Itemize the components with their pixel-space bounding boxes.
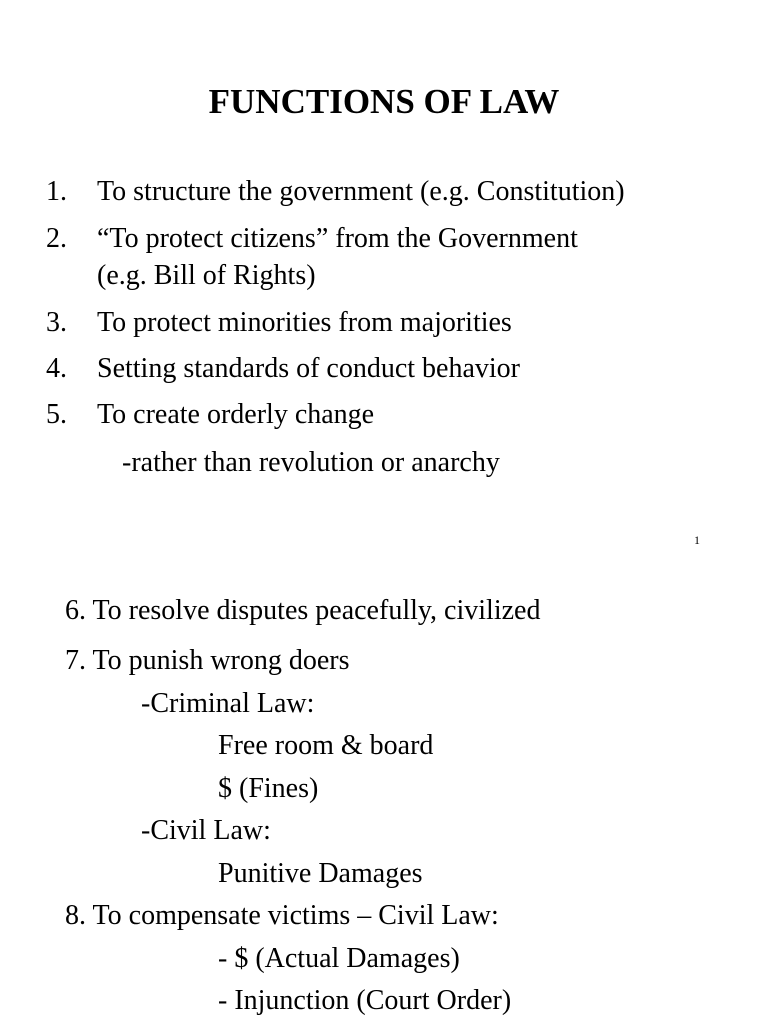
list-item: 7. To punish wrong doers (65, 645, 350, 676)
list-item-text: To create orderly change (97, 399, 375, 430)
page-title: FUNCTIONS OF LAW (208, 82, 560, 121)
list-item-text: To protect minorities from majorities (97, 307, 512, 338)
list-item: 8. To compensate victims – Civil Law: (65, 900, 499, 931)
list-item: 6. To resolve disputes peacefully, civilized (65, 595, 541, 626)
list-item-text: “To protect citizens” from the Government (97, 223, 578, 254)
sub-item: - Injunction (Court Order) (218, 985, 512, 1016)
sub-item: $ (Fines) (218, 773, 319, 804)
sub-item: Punitive Damages (218, 858, 423, 889)
list-item-text: To structure the government (e.g. Constitution) (97, 176, 625, 207)
sub-heading-criminal-law: -Criminal Law: (141, 688, 315, 719)
list-item-subtext: -rather than revolution or anarchy (122, 447, 500, 478)
list-item-number: 2. (46, 223, 67, 254)
list-item-continuation: (e.g. Bill of Rights) (97, 260, 316, 291)
list-item-text: Setting standards of conduct behavior (97, 353, 521, 384)
list-item-number: 3. (46, 307, 67, 338)
sub-heading-civil-law: -Civil Law: (141, 815, 271, 846)
list-item-number: 5. (46, 399, 67, 430)
page-number: 1 (694, 533, 700, 547)
sub-item: - $ (Actual Damages) (218, 943, 460, 974)
list-item-number: 4. (46, 353, 67, 384)
list-item-number: 1. (46, 176, 67, 207)
sub-item: Free room & board (218, 730, 434, 761)
